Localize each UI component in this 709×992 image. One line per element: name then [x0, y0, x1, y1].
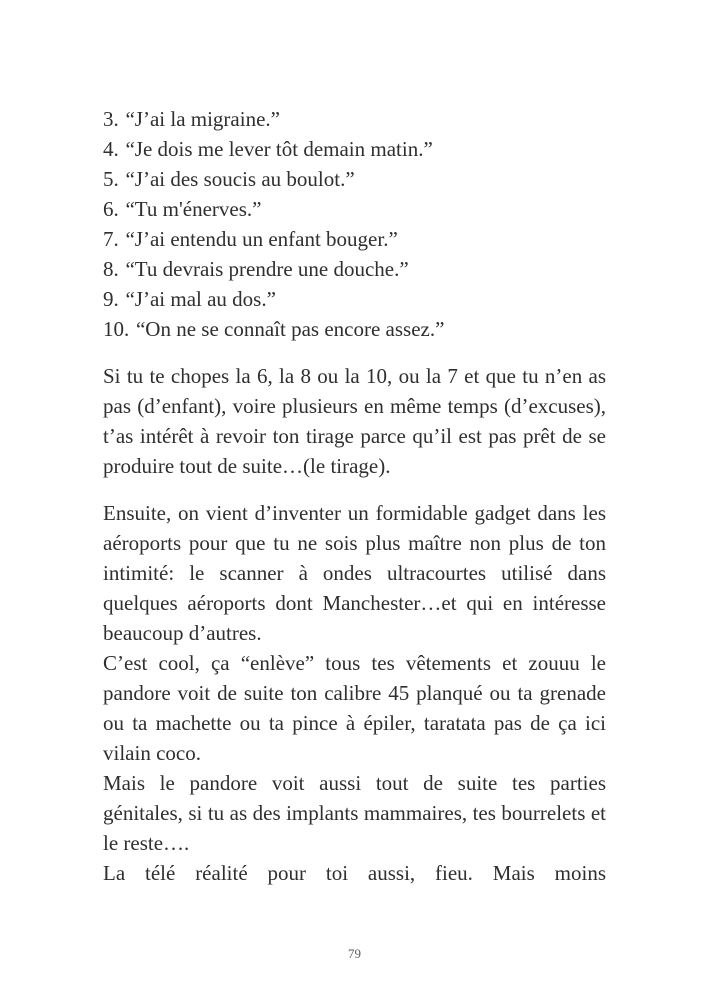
- paragraph: Ensuite, on vient d’inventer un formidable gadget dans les aéroports pour que tu ne sois plus maître non plus de ton intimité: le scanner à ondes ultracourtes utilisé dans quelques aéroports dont Manchester…et qui en intéresse beaucoup d’autres.: [103, 501, 606, 645]
- paragraph: Mais le pandore voit aussi tout de suite tes parties génitales, si tu as des implants mammaires, tes bourrelets et le reste….: [103, 771, 606, 855]
- paragraph: Si tu te chopes la 6, la 8 ou la 10, ou la 7 et que tu n’en as pas (d’enfant), voire plusieurs en même temps (d’excuses), t’as intérêt à revoir ton tirage parce qu’il est pas prêt de se produire tout de suite…(le tirage).: [103, 364, 606, 478]
- list-item: [103, 224, 606, 254]
- list-item: [103, 164, 606, 194]
- list-item-number: 4.: [103, 137, 119, 161]
- list-item-quote: “J’ai la migraine.”: [125, 107, 280, 131]
- list-item: [103, 254, 606, 284]
- list-item: [103, 314, 606, 344]
- list-item-number: 8.: [103, 257, 119, 281]
- paragraph: C’est cool, ça “enlève” tous tes vêtements et zouuu le pandore voit de suite ton calibre 45 planqué ou ta grenade ou ta machette ou ta pince à épiler, taratata pas de ça ici vilain coco.: [103, 651, 606, 765]
- list-item: [103, 284, 606, 314]
- list-item-quote: “J’ai entendu un enfant bouger.”: [125, 227, 398, 251]
- list-item-number: 3.: [103, 107, 119, 131]
- list-item: [103, 134, 606, 164]
- page-number: 79: [348, 946, 361, 961]
- list-item-number: 5.: [103, 167, 119, 191]
- list-item-quote: “Je dois me lever tôt demain matin.”: [125, 137, 433, 161]
- list-item: [103, 194, 606, 224]
- excuse-list: [103, 104, 606, 344]
- list-item-quote: “Tu devrais prendre une douche.”: [125, 257, 409, 281]
- list-item-number: 7.: [103, 227, 119, 251]
- page-content: [103, 104, 606, 888]
- list-item-quote: “Tu m'énerves.”: [125, 197, 262, 221]
- paragraph: La télé réalité pour toi aussi, fieu. Mais moins: [103, 861, 606, 885]
- list-item-quote: “J’ai des soucis au boulot.”: [125, 167, 355, 191]
- list-item-quote: “On ne se connaît pas encore assez.”: [135, 317, 445, 341]
- list-item: [103, 104, 606, 134]
- list-item-number: 9.: [103, 287, 119, 311]
- list-item-quote: “J’ai mal au dos.”: [125, 287, 276, 311]
- list-item-number: 10.: [103, 317, 130, 341]
- list-item-number: 6.: [103, 197, 119, 221]
